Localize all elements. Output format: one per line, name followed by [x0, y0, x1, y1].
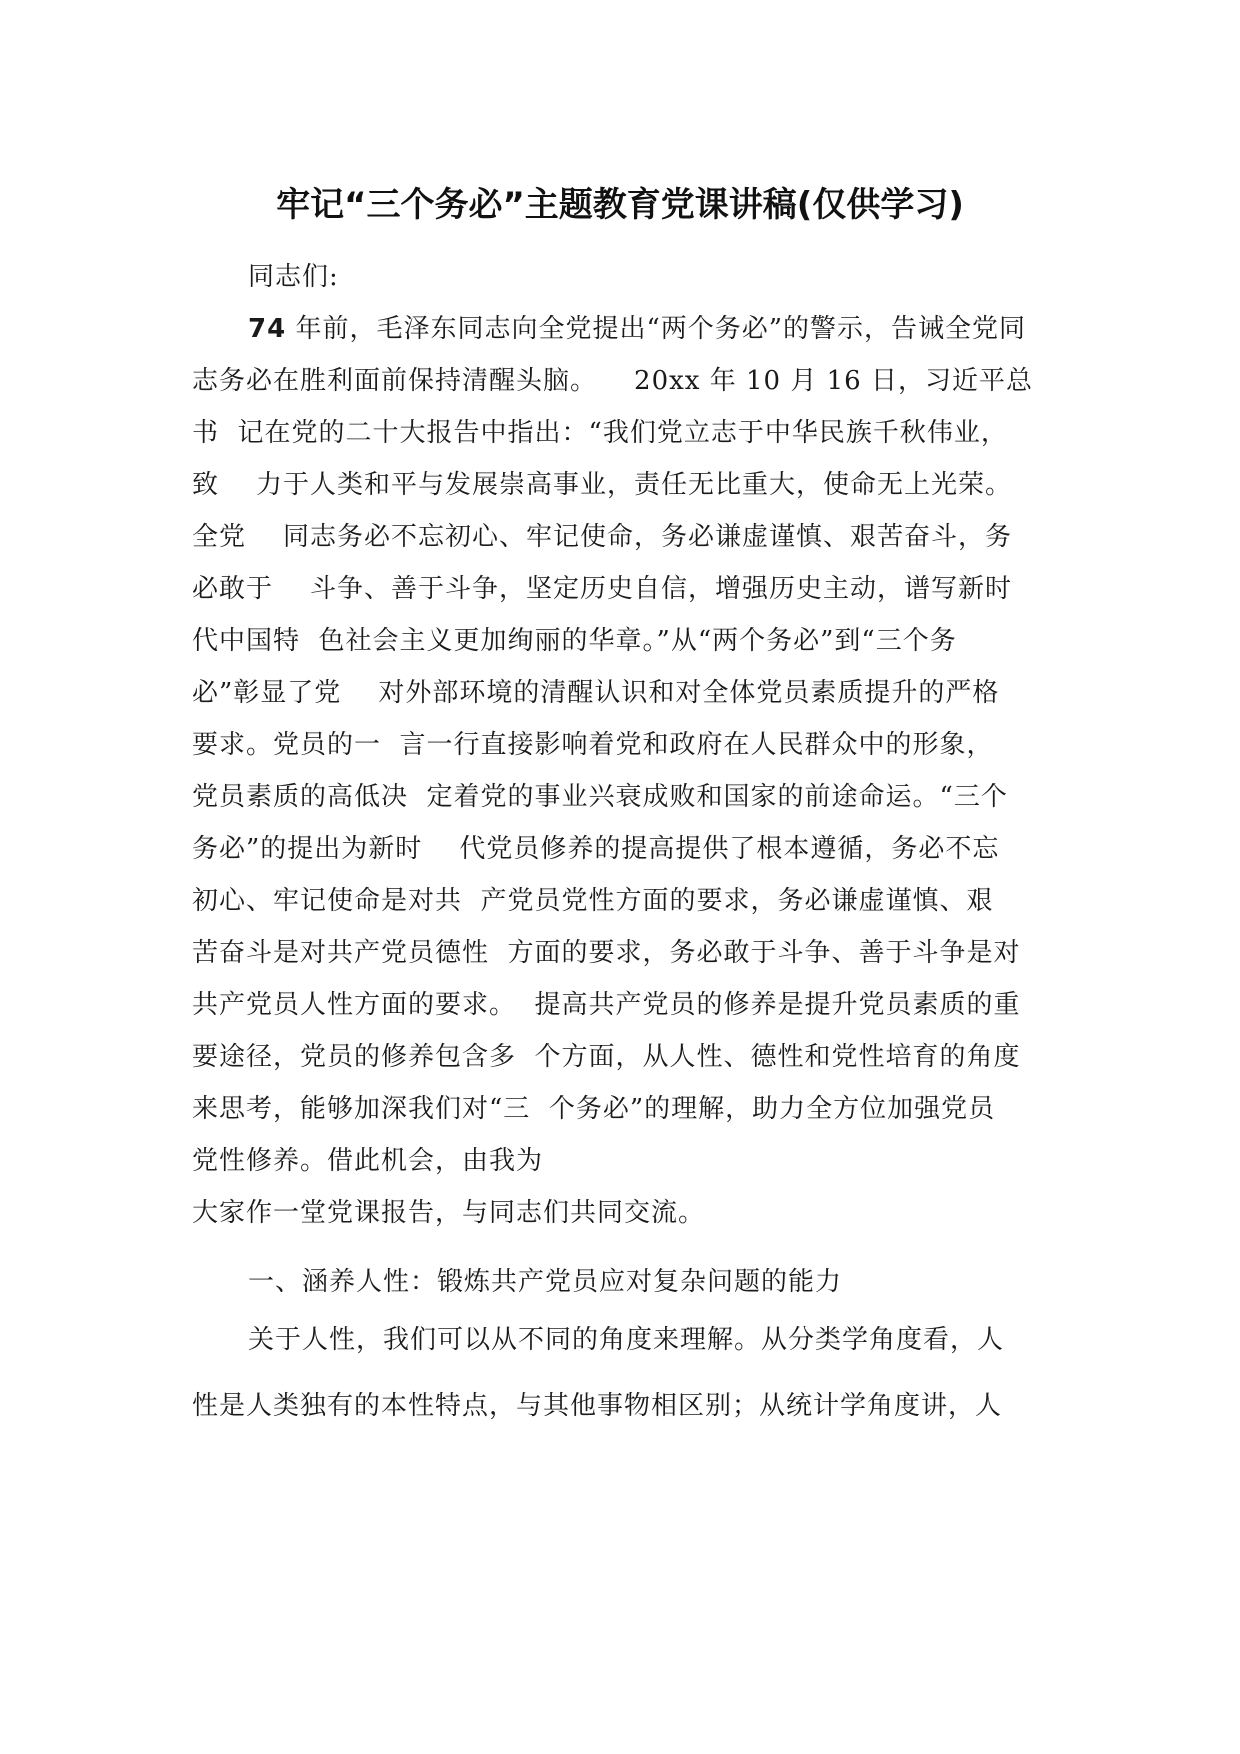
paragraph-line: 来思考，能够加深我们对“三 个务必”的理解，助力全方位加强党员 — [192, 1094, 996, 1124]
document-title: 牢记“三个务必”主题教育党课讲稿(仅供学习) — [276, 185, 964, 225]
paragraph-line: 志务必在胜利面前保持清醒头脑。 20xx 年 10 月 16 日，习近平总 — [192, 366, 1033, 396]
paragraph-line: 党员素质的高低决 定着党的事业兴衰成败和国家的前途命运。“三个 — [192, 782, 1008, 812]
paragraph-line: 全党 同志务必不忘初心、牢记使命，务必谦虚谨慎、艰苦奋斗，务 — [192, 522, 1013, 552]
paragraph-line: 初心、牢记使命是对共 产党员党性方面的要求，务必谦虚谨慎、艰 — [192, 886, 994, 916]
paragraph-line: 苦奋斗是对共产党员德性 方面的要求，务必敢于斗争、善于斗争是对 — [192, 938, 1021, 968]
paragraph-line-text: 年前，毛泽东同志向全党提出“两个务必”的警示，告诫全党同 — [286, 314, 1027, 344]
paragraph-line: 共产党员人性方面的要求。 提高共产党员的修养是提升党员素质的重 — [192, 990, 1021, 1020]
paragraph-line: 党性修养。借此机会，由我为 — [192, 1146, 544, 1176]
paragraph-line: 大家作一堂党课报告，与同志们共同交流。 — [192, 1198, 706, 1228]
paragraph-line: 书 记在党的二十大报告中指出：“我们党立志于中华民族千秋伟业， — [192, 418, 1008, 448]
paragraph-line: 要途径，党员的修养包含多 个方面，从人性、德性和党性培育的角度 — [192, 1042, 1021, 1072]
paragraph-line: 性是人类独有的本性特点，与其他事物相区别；从统计学角度讲，人 — [192, 1391, 1003, 1421]
paragraph-line — [248, 309, 1026, 349]
section-heading: 一、涵养人性：锻炼共产党员应对复杂问题的能力 — [248, 1267, 843, 1297]
paragraph-line: 代中国特 色社会主义更加绚丽的华章。”从“两个务必”到“三个务 — [192, 626, 957, 656]
paragraph-line: 关于人性，我们可以从不同的角度来理解。从分类学角度看，人 — [248, 1325, 1005, 1355]
lead-number: 74 — [248, 314, 287, 344]
paragraph-line: 必”彰显了党 对外部环境的清醒认识和对全体党员素质提升的严格 — [192, 678, 1000, 708]
paragraph-line: 要求。党员的一 言一行直接影响着党和政府在人民群众中的形象， — [192, 730, 994, 760]
paragraph-line: 必敢于 斗争、善于斗争，坚定历史自信，增强历史主动，谱写新时 — [192, 574, 1013, 604]
paragraph-line: 致 力于人类和平与发展崇高事业，责任无比重大，使命无上光荣。 — [192, 470, 1013, 500]
paragraph-line: 务必”的提出为新时 代党员修养的提高提供了根本遵循，务必不忘 — [192, 834, 1000, 864]
salutation: 同志们: — [248, 262, 339, 292]
